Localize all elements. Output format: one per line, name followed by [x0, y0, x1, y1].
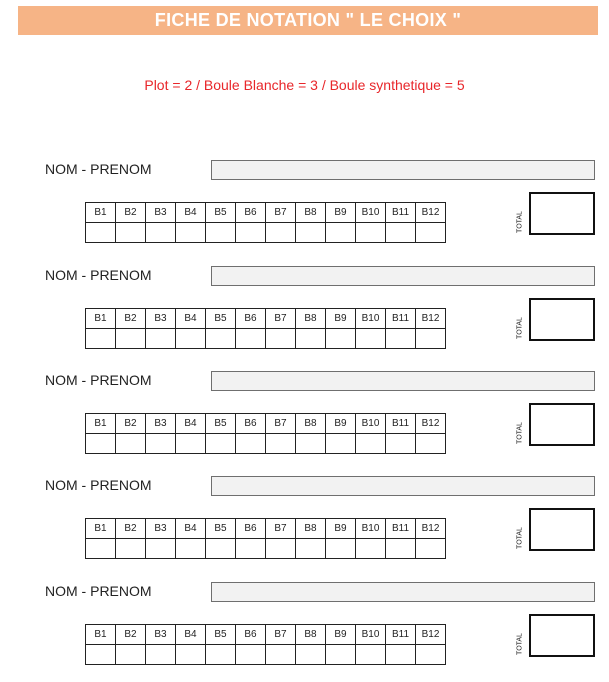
- score-column-header: B1: [86, 414, 116, 434]
- name-label: NOM - PRENOM: [45, 372, 152, 388]
- score-cell[interactable]: [266, 329, 296, 349]
- score-column-header: B3: [146, 625, 176, 645]
- score-column-header: B2: [116, 309, 146, 329]
- score-column-header: B9: [326, 309, 356, 329]
- player-block: [0, 266, 609, 366]
- score-column-header: B3: [146, 309, 176, 329]
- score-table: [85, 413, 446, 454]
- sheet-title: FICHE DE NOTATION " LE CHOIX ": [18, 6, 598, 35]
- score-column-header: B10: [356, 519, 386, 539]
- total-label-text: TOTAL: [516, 633, 524, 655]
- score-column-header: B8: [296, 309, 326, 329]
- name-field[interactable]: [211, 160, 595, 180]
- score-column-header: B6: [236, 414, 266, 434]
- score-cell[interactable]: [146, 434, 176, 454]
- name-field[interactable]: [211, 582, 595, 602]
- score-header-row: [86, 625, 446, 645]
- player-block: [0, 476, 609, 576]
- score-column-header: B11: [386, 519, 416, 539]
- score-cell[interactable]: [86, 645, 116, 665]
- total-label-text: TOTAL: [516, 211, 524, 233]
- score-cell[interactable]: [386, 434, 416, 454]
- score-cell[interactable]: [296, 539, 326, 559]
- score-column-header: B6: [236, 203, 266, 223]
- score-column-header: B2: [116, 625, 146, 645]
- name-field[interactable]: [211, 371, 595, 391]
- score-column-header: B12: [416, 625, 446, 645]
- score-cell[interactable]: [386, 645, 416, 665]
- total-box[interactable]: [529, 298, 595, 341]
- score-cell[interactable]: [416, 329, 446, 349]
- score-column-header: B8: [296, 414, 326, 434]
- score-cell[interactable]: [206, 539, 236, 559]
- score-column-header: B11: [386, 625, 416, 645]
- total-box[interactable]: [529, 403, 595, 446]
- score-column-header: B6: [236, 625, 266, 645]
- score-value-row: [86, 539, 446, 559]
- score-cell[interactable]: [206, 645, 236, 665]
- score-column-header: B1: [86, 625, 116, 645]
- score-header-row: [86, 414, 446, 434]
- score-column-header: B10: [356, 414, 386, 434]
- score-column-header: B5: [206, 309, 236, 329]
- score-cell[interactable]: [326, 223, 356, 243]
- score-column-header: B1: [86, 203, 116, 223]
- score-cell[interactable]: [356, 539, 386, 559]
- score-cell[interactable]: [116, 539, 146, 559]
- score-column-header: B4: [176, 309, 206, 329]
- score-table: [85, 624, 446, 665]
- score-column-header: B5: [206, 414, 236, 434]
- score-column-header: B6: [236, 519, 266, 539]
- score-cell[interactable]: [296, 645, 326, 665]
- score-column-header: B4: [176, 203, 206, 223]
- score-column-header: B5: [206, 625, 236, 645]
- score-cell[interactable]: [236, 539, 266, 559]
- score-column-header: B4: [176, 625, 206, 645]
- score-column-header: B3: [146, 414, 176, 434]
- name-label: NOM - PRENOM: [45, 267, 152, 283]
- score-column-header: B12: [416, 414, 446, 434]
- score-cell[interactable]: [326, 645, 356, 665]
- score-cell[interactable]: [236, 223, 266, 243]
- score-column-header: B9: [326, 203, 356, 223]
- score-cell[interactable]: [176, 434, 206, 454]
- score-cell[interactable]: [206, 329, 236, 349]
- score-column-header: B11: [386, 203, 416, 223]
- total-box[interactable]: [529, 508, 595, 551]
- score-table: [85, 202, 446, 243]
- score-cell[interactable]: [416, 539, 446, 559]
- score-column-header: B10: [356, 309, 386, 329]
- score-column-header: B11: [386, 414, 416, 434]
- score-table: [85, 308, 446, 349]
- name-label: NOM - PRENOM: [45, 161, 152, 177]
- name-label: NOM - PRENOM: [45, 477, 152, 493]
- score-table: [85, 518, 446, 559]
- score-column-header: B12: [416, 519, 446, 539]
- score-column-header: B12: [416, 203, 446, 223]
- score-cell[interactable]: [296, 329, 326, 349]
- score-cell[interactable]: [386, 539, 416, 559]
- score-cell[interactable]: [146, 539, 176, 559]
- score-cell[interactable]: [176, 329, 206, 349]
- score-value-row: [86, 434, 446, 454]
- score-cell[interactable]: [116, 645, 146, 665]
- score-cell[interactable]: [206, 434, 236, 454]
- score-cell[interactable]: [416, 434, 446, 454]
- score-cell[interactable]: [416, 645, 446, 665]
- score-cell[interactable]: [296, 434, 326, 454]
- score-column-header: B7: [266, 414, 296, 434]
- score-column-header: B10: [356, 203, 386, 223]
- name-field[interactable]: [211, 266, 595, 286]
- score-cell[interactable]: [86, 434, 116, 454]
- score-cell[interactable]: [116, 434, 146, 454]
- score-cell[interactable]: [356, 223, 386, 243]
- score-column-header: B5: [206, 519, 236, 539]
- score-cell[interactable]: [326, 539, 356, 559]
- score-header-row: [86, 519, 446, 539]
- score-column-header: B7: [266, 309, 296, 329]
- score-column-header: B2: [116, 414, 146, 434]
- score-column-header: B8: [296, 625, 326, 645]
- score-column-header: B2: [116, 203, 146, 223]
- score-column-header: B4: [176, 519, 206, 539]
- total-label: [513, 413, 527, 453]
- player-block: [0, 160, 609, 260]
- score-cell[interactable]: [326, 329, 356, 349]
- scoring-rules: Plot = 2 / Boule Blanche = 3 / Boule synthetique = 5: [144, 77, 465, 93]
- score-cell[interactable]: [176, 539, 206, 559]
- total-label: [513, 624, 527, 664]
- score-cell[interactable]: [146, 223, 176, 243]
- name-field[interactable]: [211, 476, 595, 496]
- score-header-row: [86, 309, 446, 329]
- score-column-header: B5: [206, 203, 236, 223]
- score-column-header: B3: [146, 203, 176, 223]
- score-cell[interactable]: [386, 329, 416, 349]
- total-label-text: TOTAL: [516, 422, 524, 444]
- score-cell[interactable]: [266, 434, 296, 454]
- score-column-header: B8: [296, 519, 326, 539]
- score-cell[interactable]: [116, 329, 146, 349]
- score-column-header: B9: [326, 414, 356, 434]
- score-column-header: B7: [266, 203, 296, 223]
- score-column-header: B12: [416, 309, 446, 329]
- total-label: [513, 308, 527, 348]
- score-cell[interactable]: [176, 223, 206, 243]
- score-cell[interactable]: [146, 329, 176, 349]
- score-column-header: B9: [326, 625, 356, 645]
- score-column-header: B10: [356, 625, 386, 645]
- score-cell[interactable]: [266, 223, 296, 243]
- score-cell[interactable]: [296, 223, 326, 243]
- score-cell[interactable]: [266, 645, 296, 665]
- score-column-header: B1: [86, 309, 116, 329]
- score-column-header: B2: [116, 519, 146, 539]
- score-cell[interactable]: [236, 645, 266, 665]
- total-label: [513, 202, 527, 242]
- score-column-header: B6: [236, 309, 266, 329]
- total-label: [513, 518, 527, 558]
- score-cell[interactable]: [266, 539, 296, 559]
- score-cell[interactable]: [416, 223, 446, 243]
- total-label-text: TOTAL: [516, 317, 524, 339]
- score-cell[interactable]: [176, 645, 206, 665]
- score-cell[interactable]: [326, 434, 356, 454]
- total-label-text: TOTAL: [516, 527, 524, 549]
- score-value-row: [86, 329, 446, 349]
- player-block: [0, 582, 609, 682]
- score-column-header: B3: [146, 519, 176, 539]
- score-column-header: B7: [266, 519, 296, 539]
- score-cell[interactable]: [236, 434, 266, 454]
- score-value-row: [86, 645, 446, 665]
- score-cell[interactable]: [206, 223, 236, 243]
- score-cell[interactable]: [146, 645, 176, 665]
- score-column-header: B11: [386, 309, 416, 329]
- score-cell[interactable]: [116, 223, 146, 243]
- score-cell[interactable]: [356, 645, 386, 665]
- total-box[interactable]: [529, 192, 595, 235]
- score-cell[interactable]: [86, 329, 116, 349]
- score-cell[interactable]: [236, 329, 266, 349]
- score-cell[interactable]: [386, 223, 416, 243]
- score-cell[interactable]: [356, 434, 386, 454]
- score-column-header: B7: [266, 625, 296, 645]
- name-label: NOM - PRENOM: [45, 583, 152, 599]
- score-cell[interactable]: [86, 223, 116, 243]
- score-header-row: [86, 203, 446, 223]
- score-column-header: B9: [326, 519, 356, 539]
- score-column-header: B1: [86, 519, 116, 539]
- score-value-row: [86, 223, 446, 243]
- score-column-header: B8: [296, 203, 326, 223]
- total-box[interactable]: [529, 614, 595, 657]
- player-block: [0, 371, 609, 471]
- score-cell[interactable]: [86, 539, 116, 559]
- score-cell[interactable]: [356, 329, 386, 349]
- score-column-header: B4: [176, 414, 206, 434]
